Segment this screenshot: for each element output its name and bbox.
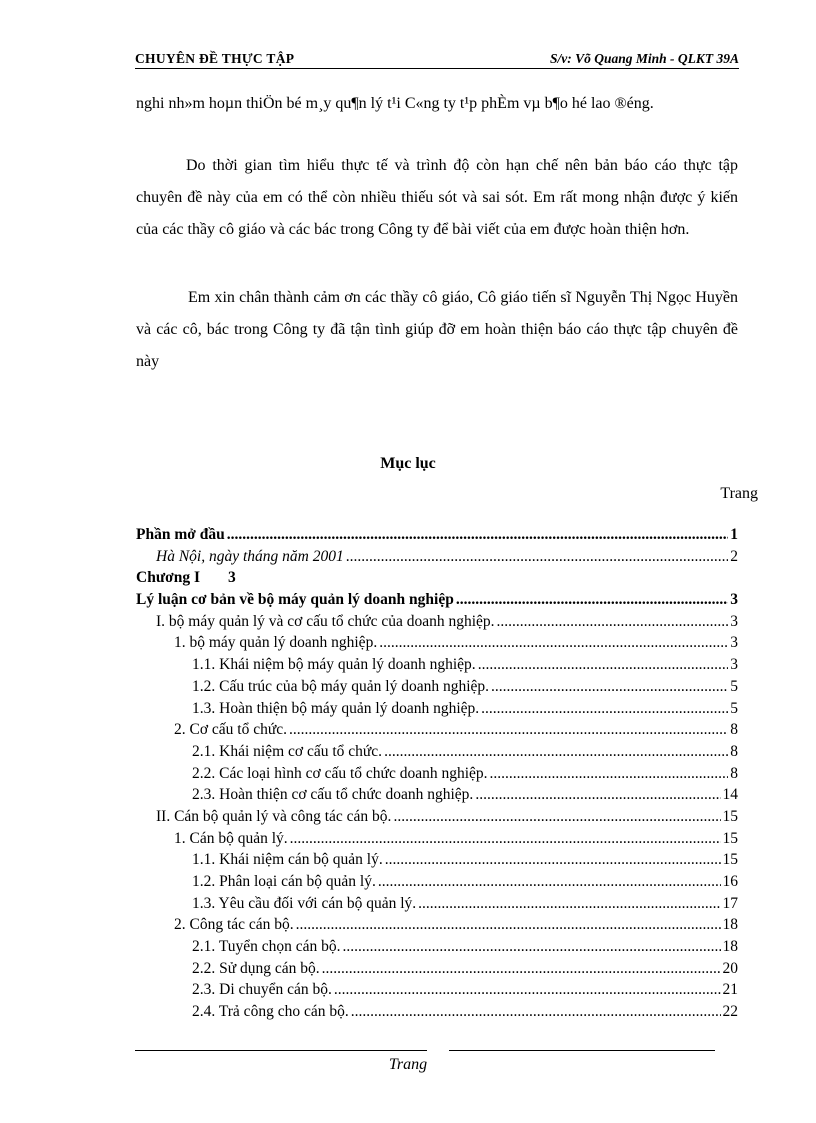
table-of-contents bbox=[136, 524, 738, 1023]
toc-entry[interactable]: 1.1. Khái niệm cán bộ quản lý. ..... 15 bbox=[136, 849, 738, 871]
toc-entry[interactable]: I. bộ máy quản lý và cơ cấu tổ chức của doanh nghiệp. ..... 3 bbox=[136, 611, 738, 633]
paragraph-apology: Do thời gian tìm hiểu thực tế và trình độ còn hạn chế nên bản báo cáo thực tập chuyên đề này của em có thể còn nhiều thiếu sót và sai sót. Em rất mong nhận được ý kiến của các thầy cô giáo và các bác trong Công ty để bài viết của em được hoàn thiện hơn. bbox=[136, 157, 738, 238]
page-header bbox=[135, 50, 739, 69]
toc-entry[interactable]: 1.1. Khái niệm bộ máy quản lý doanh nghiệp. ..... 3 bbox=[136, 654, 738, 676]
toc-entry[interactable]: 2.3. Hoàn thiện cơ cấu tổ chức doanh nghiệp. ..... 14 bbox=[136, 784, 738, 806]
toc-entry[interactable]: 2.2. Sử dụng cán bộ. ..... 20 bbox=[136, 958, 738, 980]
toc-entry[interactable]: 2.1. Khái niệm cơ cấu tổ chức. ..... 8 bbox=[136, 741, 738, 763]
toc-entry[interactable]: 2.2. Các loại hình cơ cấu tổ chức doanh nghiệp. ..... 8 bbox=[136, 763, 738, 785]
toc-entry[interactable]: 2.1. Tuyển chọn cán bộ. ..... 18 bbox=[136, 936, 738, 958]
toc-entry[interactable]: 2. Cơ cấu tổ chức. ..... 8 bbox=[136, 719, 738, 741]
toc-entry[interactable]: 2. Công tác cán bộ. ..... 18 bbox=[136, 914, 738, 936]
toc-entry[interactable]: 2.4. Trả công cho cán bộ. ..... 22 bbox=[136, 1001, 738, 1023]
toc-entry[interactable]: 1.3. Hoàn thiện bộ máy quản lý doanh nghiệp. ..... 5 bbox=[136, 698, 738, 720]
paragraph-thanks: Em xin chân thành cảm ơn các thầy cô giáo, Cô giáo tiến sĩ Nguyễn Thị Ngọc Huyền và các cô, bác trong Công ty đã tận tình giúp đỡ em hoàn thiện báo cáo thực tập chuyên đề này bbox=[136, 289, 738, 370]
toc-entry[interactable]: 1. bộ máy quản lý doanh nghiệp. ..... 3 bbox=[136, 632, 738, 654]
toc-entry[interactable]: II. Cán bộ quản lý và công tác cán bộ. ..... 15 bbox=[136, 806, 738, 828]
header-author: S/v: Võ Quang Minh - QLKT 39A bbox=[549, 51, 739, 66]
toc-entry[interactable]: 1.2. Cấu trúc của bộ máy quản lý doanh nghiệp. ..... 5 bbox=[136, 676, 738, 698]
paragraph-continuation: nghi nh»m hoµn thiÖn bé m¸y qu¶n lý t¹i C«ng ty t¹p phÈm vµ b¶o hé lao ®éng. bbox=[136, 95, 654, 112]
footer-divider-right bbox=[449, 1050, 715, 1051]
toc-entry[interactable]: Chương I 3 bbox=[136, 569, 236, 587]
toc-entry[interactable]: Lý luận cơ bản về bộ máy quản lý doanh nghiệp ..... 3 bbox=[136, 589, 738, 611]
toc-entry[interactable]: 1.2. Phân loại cán bộ quản lý. ..... 16 bbox=[136, 871, 738, 893]
toc-entry[interactable]: 1. Cán bộ quản lý. ..... 15 bbox=[136, 828, 738, 850]
header-title: CHUYÊN ĐỀ THỰC TẬP bbox=[135, 51, 295, 66]
footer-divider-left bbox=[135, 1050, 427, 1051]
toc-entry[interactable]: 1.3. Yêu cầu đối với cán bộ quản lý. ..... 17 bbox=[136, 893, 738, 915]
toc-entry[interactable]: 2.3. Di chuyển cán bộ. ..... 21 bbox=[136, 979, 738, 1001]
toc-entry[interactable]: Hà Nội, ngày tháng năm 2001 ..... 2 bbox=[136, 546, 738, 568]
page-footer: Trang bbox=[388, 1056, 428, 1073]
toc-title: Mục lục bbox=[380, 455, 436, 472]
toc-entry[interactable]: Phần mở đầu ..... 1 bbox=[136, 524, 738, 546]
toc-page-column-label: Trang bbox=[720, 485, 758, 502]
